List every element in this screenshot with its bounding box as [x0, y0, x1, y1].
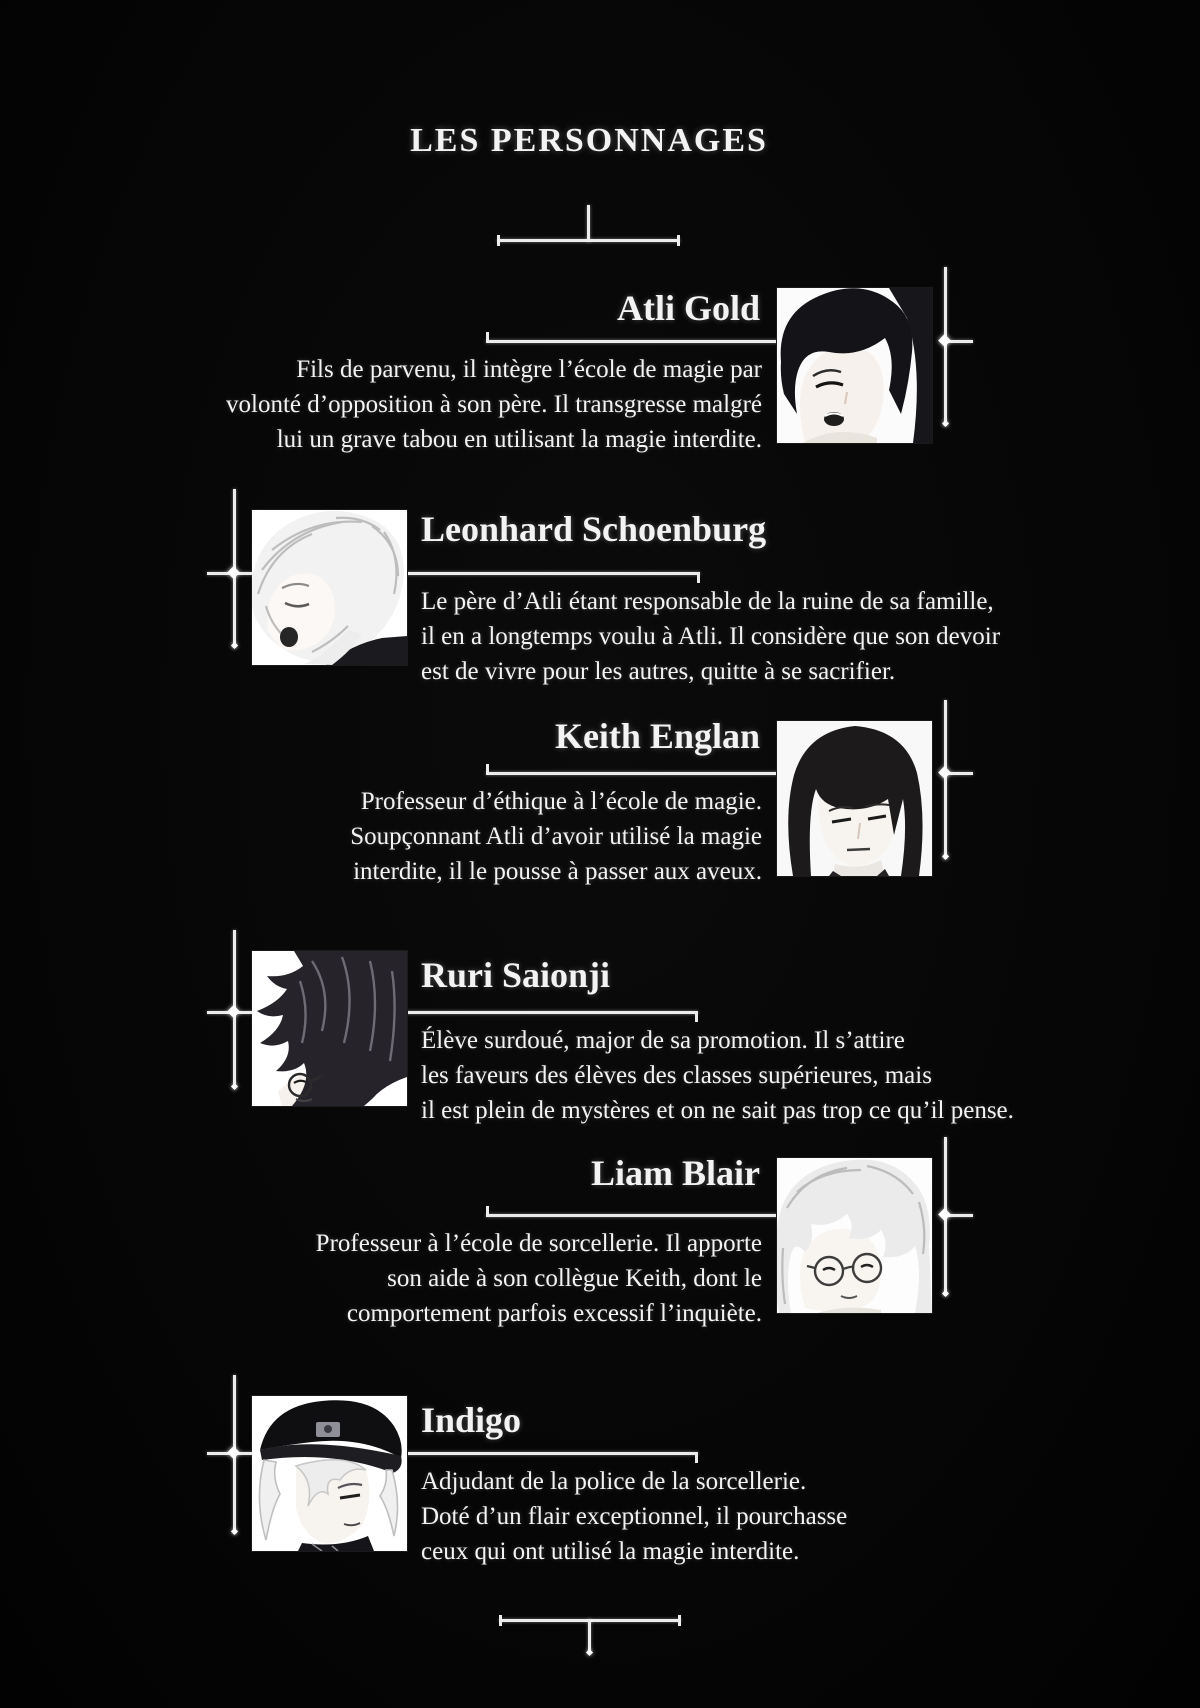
character-description	[82, 352, 762, 457]
description-line: volonté d’opposition à son père. Il transgresse malgré	[226, 391, 762, 418]
description-line: Doté d’un flair exceptionnel, il pourchasse	[421, 1503, 848, 1530]
name-underline	[406, 572, 700, 575]
bracket-sparkle	[227, 1446, 240, 1459]
bottom-divider-dot	[586, 1649, 593, 1656]
manga-face-illustration	[252, 1396, 407, 1551]
manga-face-illustration	[777, 288, 932, 443]
name-underline	[486, 340, 778, 343]
name-underline	[406, 1452, 698, 1455]
portrait-keith-englan	[777, 721, 932, 876]
manga-face-illustration	[252, 510, 407, 665]
character-description	[421, 584, 1101, 689]
bracket-sparkle	[938, 766, 951, 779]
description-line: Soupçonnant Atli d’avoir utilisé la magie	[350, 823, 762, 850]
description-line: Professeur à l’école de sorcellerie. Il apporte	[315, 1230, 762, 1257]
character-name: Leonhard Schoenburg	[421, 509, 767, 549]
description-line: son aide à son collègue Keith, dont le	[387, 1265, 762, 1292]
description-line: lui un grave tabou en utilisant la magie interdite.	[276, 426, 762, 453]
description-line: il est plein de mystères et on ne sait pas trop ce qu’il pense.	[421, 1097, 1014, 1124]
character-name: Liam Blair	[591, 1153, 760, 1193]
top-divider-tick	[587, 205, 590, 242]
right-bracket-line	[944, 700, 947, 859]
description-line: interdite, il le pousse à passer aux aveux.	[353, 858, 762, 885]
description-line: comportement parfois excessif l’inquiète.	[346, 1300, 762, 1327]
manga-face-illustration	[777, 721, 932, 876]
description-line: il en a longtemps voulu à Atli. Il considère que son devoir	[421, 623, 1001, 650]
portrait-leonhard-schoenburg	[252, 510, 407, 665]
description-line: est de vivre pour les autres, quitte à se sacrifier.	[421, 658, 896, 685]
character-name: Ruri Saionji	[421, 955, 611, 995]
description-line: Élève surdoué, major de sa promotion. Il s’attire	[421, 1027, 905, 1054]
page-title: LES PERSONNAGES	[410, 122, 768, 159]
character-description	[82, 1226, 762, 1331]
character-description	[82, 784, 762, 889]
name-underline	[486, 772, 778, 775]
character-name: Atli Gold	[616, 288, 760, 328]
character-description	[421, 1464, 1101, 1569]
description-line: Adjudant de la police de la sorcellerie.	[421, 1468, 807, 1495]
bottom-divider-tick	[588, 1619, 591, 1652]
description-line: ceux qui ont utilisé la magie interdite.	[421, 1538, 800, 1565]
manga-face-illustration	[252, 951, 407, 1106]
character-name: Indigo	[421, 1400, 522, 1440]
character-description	[421, 1023, 1101, 1128]
portrait-atli-gold	[777, 288, 932, 443]
bracket-sparkle	[227, 566, 240, 579]
description-line: Le père d’Atli étant responsable de la ruine de sa famille,	[421, 588, 994, 615]
bracket-sparkle	[227, 1005, 240, 1018]
description-line: les faveurs des élèves des classes supérieures, mais	[421, 1062, 932, 1089]
character-name: Keith Englan	[554, 716, 760, 756]
description-line: Professeur d’éthique à l’école de magie.	[360, 788, 762, 815]
name-underline	[406, 1011, 698, 1014]
bracket-sparkle	[938, 334, 951, 347]
portrait-liam-blair	[777, 1158, 932, 1313]
portrait-ruri-saionji	[252, 951, 407, 1106]
bracket-sparkle	[938, 1208, 951, 1221]
manga-face-illustration	[777, 1158, 932, 1313]
description-line: Fils de parvenu, il intègre l’école de magie par	[296, 356, 762, 383]
name-underline	[486, 1214, 778, 1217]
portrait-indigo	[252, 1396, 407, 1551]
